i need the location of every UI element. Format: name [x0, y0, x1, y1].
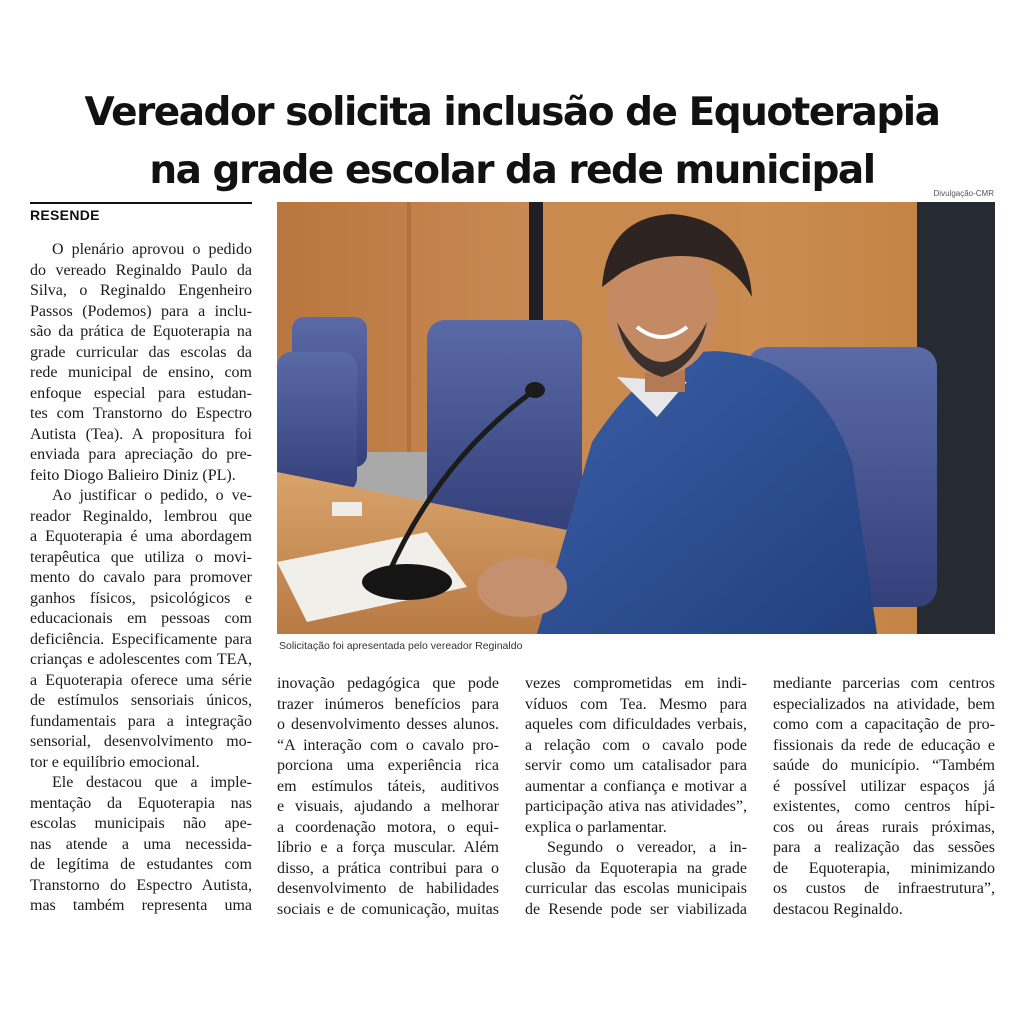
text-line: de estímulos sensoriais únicos,	[30, 692, 252, 709]
text-line: cos ou áreas rurais próximas,	[773, 818, 995, 836]
text-line: trazer inúmeros benefícios para	[277, 695, 499, 713]
text-line: para a realização das sessões	[773, 839, 995, 856]
article-column-3	[525, 674, 747, 920]
text-line: fundamentais para a integração	[30, 712, 252, 730]
text-line: é possível utilizar espaços já	[773, 777, 995, 795]
text-line: os custos de infraestrutura”,	[773, 880, 995, 897]
article-photo	[277, 202, 995, 634]
text-line: “A interação com o cavalo pro-	[277, 736, 499, 754]
text-line: sociais e de comunicação, muitas	[277, 900, 499, 918]
photo-illustration	[277, 202, 995, 634]
photo-credit: Divulgação-CMR	[933, 189, 994, 198]
text-line: aumentar a confiança e motivar a	[525, 777, 747, 795]
text-line: vezes comprometidas em indi-	[525, 675, 747, 692]
text-line: Silva, o Reginaldo Engenheiro	[30, 282, 252, 299]
text-line: são da prática de Equoterapia na	[30, 323, 252, 340]
section-label: RESENDE	[30, 207, 100, 223]
text-line: existentes, como centros hípi-	[773, 798, 995, 815]
text-line: O plenário aprovou o pedido	[52, 241, 252, 258]
text-line: a Equoterapia oferece uma série	[30, 671, 252, 689]
text-line: aqueles com dificuldades verbais,	[525, 716, 747, 733]
text-line: a Equoterapia é uma abordagem	[30, 528, 252, 545]
section-rule	[30, 202, 252, 204]
text-line: enfoque especial para estudan-	[30, 384, 252, 402]
text-line: mento do cavalo para promover	[30, 569, 252, 586]
text-line: mas também representa uma	[30, 897, 252, 914]
text-line: inovação pedagógica que pode	[277, 675, 499, 692]
text-line: enviada para apreciação do pre-	[30, 446, 252, 463]
text-line: Ao justificar o pedido, o ve-	[52, 487, 252, 504]
article-column-1	[30, 240, 252, 917]
photo-caption: Solicitação foi apresentada pelo vereador Reginaldo	[279, 640, 523, 652]
text-line: o desenvolvimento desses alunos.	[277, 716, 499, 733]
headline-line-2: na grade escolar da rede municipal	[149, 148, 875, 193]
text-line: Ele destacou que a imple-	[52, 774, 252, 791]
text-line: educacionais em pessoas com	[30, 610, 252, 627]
text-line: como com a capacitação de pro-	[773, 716, 995, 733]
text-line: Passos (Podemos) para a inclu-	[30, 302, 252, 320]
text-line: líbrio e a força muscular. Além	[277, 839, 499, 856]
text-line: de legítima de estudantes com	[30, 856, 252, 873]
text-line: disso, a prática contribui para o	[277, 859, 499, 877]
text-line: víduos com Tea. Mesmo para	[525, 695, 747, 713]
text-line: feito Diogo Balieiro Diniz (PL).	[30, 466, 236, 484]
text-line: tes com Transtorno do Espectro	[30, 405, 252, 422]
text-line: destacou Reginaldo.	[773, 900, 903, 918]
text-line: de Equoterapia, minimizando	[773, 859, 995, 877]
text-line: Segundo o vereador, a in-	[547, 839, 747, 856]
article-column-2	[277, 674, 499, 920]
text-line: Autista (Tea). A propositura foi	[30, 425, 252, 443]
text-line: do vereado Reginaldo Paulo da	[30, 261, 252, 279]
text-line: mediante parcerias com centros	[773, 675, 995, 692]
text-line: tor e equilíbrio emocional.	[30, 753, 200, 771]
text-line: sensorial, desenvolvimento mo-	[30, 733, 252, 750]
text-line: mentação da Equoterapia nas	[30, 794, 252, 812]
text-line: saúde do município. “Também	[773, 757, 995, 774]
headline	[20, 84, 1004, 200]
text-line: Transtorno do Espectro Autista,	[30, 876, 252, 894]
headline-line-1: Vereador solicita inclusão de Equoterapia	[84, 90, 940, 135]
text-line: especializados na atividade, bem	[773, 695, 995, 713]
text-line: ganhos físicos, psicológicos e	[30, 589, 252, 607]
text-line: a coordenação motora, o equi-	[277, 818, 499, 836]
text-line: escolas municipais não ape-	[30, 815, 252, 832]
text-line: a relação com o cavalo pode	[525, 736, 747, 754]
text-line: nas atende a uma necessida-	[30, 835, 252, 853]
text-line: terapêutica que utiliza o movi-	[30, 548, 252, 566]
text-line: curricular das escolas municipais	[525, 880, 747, 897]
text-line: servir como um catalisador para	[525, 757, 747, 774]
article-column-4	[773, 674, 995, 920]
text-line: porciona uma experiência rica	[277, 757, 499, 774]
text-line: em estímulos táteis, auditivos	[277, 777, 499, 795]
text-line: rede municipal de ensino, com	[30, 364, 252, 381]
text-line: deficiência. Especificamente para	[30, 630, 252, 648]
text-line: crianças e adolescentes com TEA,	[30, 651, 252, 668]
text-line: desenvolvimento de habilidades	[277, 880, 499, 897]
text-line: clusão da Equoterapia na grade	[525, 859, 747, 877]
text-line: participação ativa nas atividades”,	[525, 798, 747, 815]
text-line: grade curricular das escolas da	[30, 343, 252, 361]
text-line: reador Reginaldo, lembrou que	[30, 507, 252, 525]
text-line: explica o parlamentar.	[525, 818, 667, 836]
text-line: e visuais, ajudando a melhorar	[277, 798, 499, 815]
text-line: de Resende pode ser viabilizada	[525, 900, 747, 918]
text-line: fissionais da rede de educação e	[773, 736, 995, 754]
